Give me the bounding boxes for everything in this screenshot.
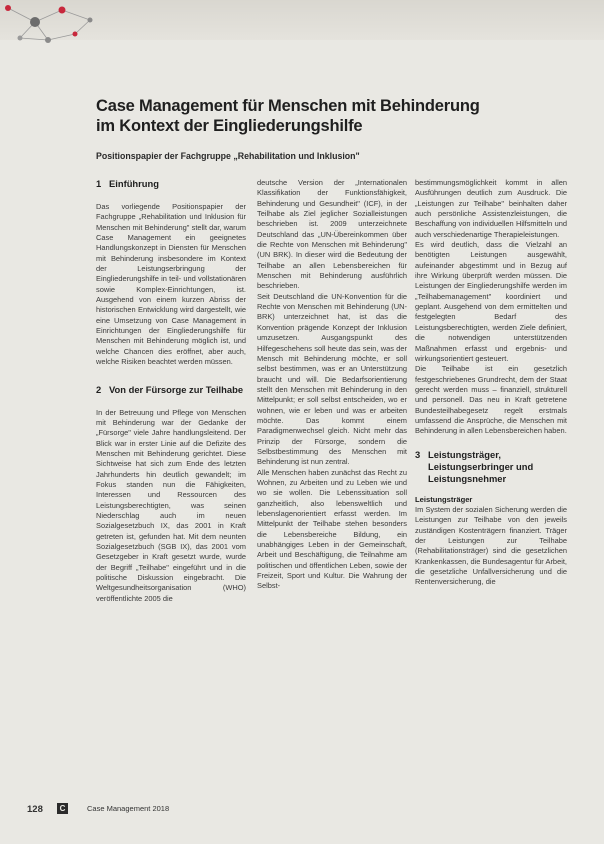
article-title-line2: im Kontext der Eingliederungshilfe <box>96 117 363 135</box>
section-1-number: 1 <box>96 178 102 189</box>
journal-name: Case Management 2018 <box>87 804 170 813</box>
section-2-number: 2 <box>96 383 102 395</box>
section-3-paragraph: Im System der sozialen Sicherung werden die Leistungen zur Teilhabe von den jeweils zuständigen Kostenträgern finanziert. Träger der Leistungen zur Teilhabe (Rehabilitationsträger) sind die gesetzlichen Krankenkassen, die Bundesagentur für Arbeit, die gesetzliche Unfallversicherung und die Rentenversicherung, die <box>415 504 567 587</box>
section-3-heading <box>415 449 567 485</box>
section-2-paragraph-1: In der Betreuung und Pflege von Menschen mit Behinderung war der Gedanke der „Fürsorge" viele Jahre handlungsleitend. Der Blick war in erster Linie auf die Defizite des Menschen mit Behinderung gerichtet. Diese Sichtweise hat sich zum Ende des letzten Jahrhunderts hin deutlich gewandelt; im Fokus standen nun die Fähigkeiten, Interessen und Ressourcen des Leistungsberechtigten, was seinen Niederschlag auch im neuen Sozialgesetzbuch IX, das 2001 in Kraft getreten ist, gefunden hat. Mit dem neunten Sozialgesetzbuch (SGB IX), das 2001 vom Gesetzgeber in Kraft gesetzt wurde, wurde der Begriff „Teilhabe" eingeführt und in die politische Diskussion eingebracht. Die Weltgesundheitsorganisation (WHO) veröffentlichte 2005 die <box>96 407 246 603</box>
section-2-paragraph-6: Es wird deutlich, dass die Vielzahl an benötigten Leistungen ausgewählt, aufeinander abgestimmt und in Bezug auf ihre Wirkung überprüft werden müssen. Die Leistungen der Eingliederungshilfe werden im „Teilhabemanagement" koordiniert und geplant. Ausgehend von dem ermittelten und festgelegten Bedarf des Leistungsberechtigten, werden Ziele definiert, die notwendigen unterstützenden Maßnahmen erfasst und ergebnis- und wirkungsorientiert gesteuert. <box>415 240 567 363</box>
article-subtitle: Positionspapier der Fachgruppe „Rehabilitation und Inklusion" <box>96 151 360 161</box>
section-2-heading <box>96 384 246 396</box>
journal-mark-icon: C <box>57 803 68 814</box>
section-3-subheading: Leistungsträger <box>415 494 473 504</box>
section-3-title: Leistungsträger, Leistungserbringer und Leistungsnehmer <box>428 448 534 484</box>
page-number: 128 <box>27 804 43 815</box>
article-title-line1: Case Management für Menschen mit Behinderung <box>96 97 480 115</box>
section-2-paragraph-4: Alle Menschen haben zunächst das Recht zu Wohnen, zu Arbeiten und zu Leben wie und wo sie wollen. Die Lebenssituation soll ganzheitlich, also lebensweltlich und lebenslagenorientiert erfasst werden. Im Mittelpunkt der Teilhabe stehen besonders die Lebensbereiche Bildung, ein unabhängiges Leben in der Gemeinschaft, Arbeit und Beschäftigung, die Teilnahme am politischen und öffentlichen Leben, sowie der Freizeit, Sport und Kultur. Die Wahrung der Selbst- <box>257 467 407 591</box>
text-column-3 <box>415 178 567 588</box>
section-2-paragraph-3: Seit Deutschland die UN-Konvention für die Rechte von Menschen mit Behinderung (UN-BRK) unterzeichnet hat, ist das die Konvention prägende Konzept der Inklusion umzusetzen. Ausgangspunkt des Hilfegeschehens soll heute das sein, was der Mensch mit Behinderung möchte, er soll selbst bestimmen, was er an Unterstützung braucht und will. Die Bedarfsorientierung stellt den Menschen mit Behinderung in den Mittelpunkt; er soll selbst entscheiden, wo er wohnen, wie er leben und was er arbeiten möchte. Das kommt einem Paradigmenwechsel gleich. Nicht mehr das Prinzip der Fürsorge, sondern die Selbstbestimmung des Menschen mit Behinderung ist nun zentral. <box>257 291 407 467</box>
page-footer <box>27 803 587 817</box>
text-column-2 <box>257 178 407 592</box>
section-2-paragraph-5: bestimmungsmöglichkeit kommt in allen Ausführungen deutlich zum Ausdruck. Die „Leistungen zur Teilhabe" beinhalten daher auch persönliche Assistenzleistungen, die Beschaffung von individuellen Hilfsmitteln und auch verschiedenartige Therapieleistungen. <box>415 178 567 239</box>
section-3-number: 3 <box>415 448 421 460</box>
section-1-title: Einführung <box>109 178 159 189</box>
section-2-paragraph-7: Die Teilhabe ist ein gesetzlich festgeschriebenes Grundrecht, dem der Staat gerecht werden muss – finanziell, strukturell und personell. Das neu in Kraft getretene Bundesteilhabegesetz regelt erstmals umfassend die Ansprüche, die Menschen mit Behinderung in allen Lebensbereichen haben. <box>415 364 567 436</box>
section-2-title: Von der Fürsorge zur Teilhabe <box>109 383 244 395</box>
article-title <box>96 96 556 136</box>
section-2-paragraph-2: deutsche Version der „Internationalen Klassifikation der Funktionsfähigkeit, Behinderung und Gesundheit" (ICF), in der Teilhabe als Ziel jeglicher Sozialleistungen beschrieben ist. 2009 unterzeichnete Deutschland das „UN-Übereinkommen über die Rechte von Menschen mit Behinderung" (UN BRK). In dieser wird die Bedeutung der Teilhabe an allen Lebensbereichen für Menschen mit Behinderung ausführlich beschrieben. <box>257 178 407 291</box>
section-1-heading <box>96 178 246 190</box>
text-column-1 <box>96 178 246 604</box>
section-1-paragraph: Das vorliegende Positionspapier der Fachgruppe „Rehabilitation und Inklusion für Menschen mit Behinderung" stellt dar, warum Case Management ein geeignetes Handlungskonzept in Diensten für Menschen mit Behinderung insbesondere im Kontext der Leistungserbringung der Eingliederungshilfe in teil- und vollstationären sowie Komplex-Einrichtungen, ist. Ausgehend von einem kurzen Abriss der historischen Entwicklung wird dargestellt, wie eine Umsetzung von Case Management in Einrichtungen der Eingliederungshilfe für Menschen mit Behinderung möglich ist, und welche Chancen dies eröffnet, aber auch, welche Risiken beachtet werden müssen. <box>96 202 246 367</box>
network-logo-icon <box>0 0 110 60</box>
